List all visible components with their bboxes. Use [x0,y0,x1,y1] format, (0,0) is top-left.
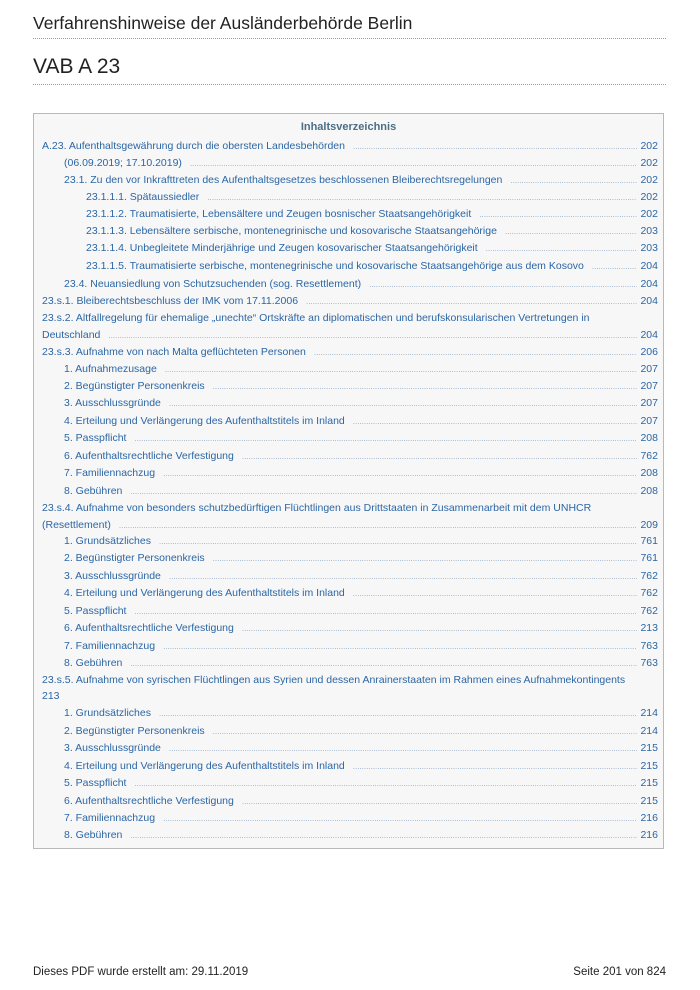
toc-entry-page: 202 [640,208,658,220]
toc-entry[interactable]: 213 [42,690,60,702]
toc-entry[interactable] [64,586,658,600]
toc-entry-text: 23.1.1.4. Unbegleitete Minderjährige und Zeugen kosovarischer Staatsangehörigkeit [86,242,478,254]
toc-entry-page: 215 [640,760,658,772]
toc-entry-page: 215 [640,777,658,789]
toc-entry-page: 208 [640,467,658,479]
toc-entry-text: 2. Begünstigter Personenkreis [64,552,205,564]
toc-entry-text: 4. Erteilung und Verlängerung des Aufenthaltstitels im Inland [64,415,345,427]
toc-entry-page: 214 [640,725,658,737]
toc-entry-page: 208 [640,432,658,444]
toc-entry-page: 204 [640,260,658,272]
toc-entry[interactable] [64,449,658,463]
toc-entry-page: 204 [640,295,658,307]
toc-entry-page: 202 [640,191,658,203]
toc-entry[interactable] [86,224,658,238]
dot-leader [130,828,637,843]
toc-entry-text: 6. Aufenthaltsrechtliche Verfestigung [64,622,234,634]
toc-entry-page: 761 [640,535,658,547]
toc-entry[interactable] [64,656,658,670]
toc-entry-text: Deutschland [42,329,101,341]
toc-entry-page: 207 [640,363,658,375]
toc-entry[interactable] [64,759,658,773]
toc-entry-page: 762 [640,605,658,617]
toc-entry-text: 5. Passpflicht [64,432,127,444]
toc-entry-page: 761 [640,552,658,564]
dot-leader [134,431,637,446]
page-header-title: Verfahrenshinweise der Ausländerbehörde Berlin [33,13,413,33]
toc-entry[interactable] [64,724,658,738]
dot-leader [353,759,638,774]
toc-entry-page: 204 [640,329,658,341]
dot-leader [242,621,638,636]
dot-leader [163,466,637,481]
dot-leader [592,259,638,274]
dot-leader [119,518,638,533]
toc-entry-page: 209 [640,519,658,531]
dot-leader [134,604,637,619]
toc-entry[interactable] [64,828,658,842]
toc-entry[interactable]: 23.s.5. Aufnahme von syrischen Flüchtlingen aus Syrien und dessen Anrainerstaaten im Rahmen eines Aufnahmekontingents [42,674,626,686]
toc-entry-text: (Resettlement) [42,519,111,531]
dot-leader [130,484,637,499]
toc-entry[interactable] [64,604,658,618]
toc-entry[interactable] [42,518,658,532]
toc-entry[interactable]: 23.s.4. Aufnahme von besonders schutzbedürftigen Flüchtlingen aus Drittstaaten in Zusammenarbeit mit dem UNHCR [42,502,592,514]
toc-entry[interactable] [64,414,658,428]
toc-entry-page: 215 [640,742,658,754]
toc-entry-page: 762 [640,587,658,599]
header-divider [33,38,666,39]
toc-entry-page: 214 [640,707,658,719]
toc-entry-page: 215 [640,795,658,807]
toc-entry[interactable] [64,741,658,755]
toc-entry-text: 23.1.1.2. Traumatisierte, Lebensältere und Zeugen bosnischer Staatsangehörigkeit [86,208,472,220]
toc-entry-page: 762 [640,570,658,582]
toc-entry-page: 207 [640,415,658,427]
toc-entry-text: 6. Aufenthaltsrechtliche Verfestigung [64,795,234,807]
toc-entry-text: 23.1. Zu den vor Inkrafttreten des Aufenthaltsgesetzes beschlossenen Bleiberechtsregelungen [64,174,503,186]
toc-entry[interactable] [64,551,658,565]
toc-entry[interactable] [64,379,658,393]
toc-entry-text: 3. Ausschlussgründe [64,397,161,409]
toc-entry-text: (06.09.2019; 17.10.2019) [64,157,182,169]
toc-entry-text: 1. Grundsätzliches [64,535,151,547]
toc-entry-text: 6. Aufenthaltsrechtliche Verfestigung [64,450,234,462]
toc-entry[interactable] [64,173,658,187]
toc-entry[interactable] [64,776,658,790]
dot-leader [369,277,637,292]
dot-leader [510,173,637,188]
dot-leader [479,207,637,222]
dot-leader [505,224,638,239]
document-title: VAB A 23 [33,55,121,78]
toc-entry[interactable] [42,139,658,153]
dot-leader [108,328,637,343]
toc-entry-page: 216 [640,812,658,824]
toc-entry-text: 23.4. Neuansiedlung von Schutzsuchenden (sog. Resettlement) [64,278,362,290]
dot-leader [159,534,638,549]
toc-entry-text: 8. Gebühren [64,657,123,669]
dot-leader [353,586,638,601]
toc-entry-text: 1. Grundsätzliches [64,707,151,719]
toc-entry[interactable] [64,156,658,170]
toc-entry[interactable] [64,569,658,583]
dot-leader [353,139,637,154]
toc-entry[interactable] [86,190,658,204]
dot-leader [213,724,638,739]
toc-entry[interactable] [64,706,658,720]
dot-leader [306,294,637,309]
toc-entry-text: 23.s.1. Bleiberechtsbeschluss der IMK vom 17.11.2006 [42,295,299,307]
toc-entry-text: 23.s.3. Aufnahme von nach Malta geflüchteten Personen [42,346,306,358]
dot-leader [169,569,638,584]
dot-leader [207,190,637,205]
toc-heading: Inhaltsverzeichnis [300,121,397,133]
toc-entry[interactable] [64,466,658,480]
dot-leader [169,396,638,411]
toc-entry-text: 4. Erteilung und Verlängerung des Aufenthaltstitels im Inland [64,760,345,772]
toc-entry[interactable] [64,396,658,410]
toc-entry-text: 3. Ausschlussgründe [64,742,161,754]
toc-entry-page: 203 [640,242,658,254]
toc-entry-text: 8. Gebühren [64,485,123,497]
toc-entry-page: 204 [640,278,658,290]
toc-entry-page: 208 [640,485,658,497]
toc-list [34,114,663,848]
toc-entry-text: 4. Erteilung und Verlängerung des Aufenthaltstitels im Inland [64,587,345,599]
toc-entry-text: 23.1.1.1. Spätaussiedler [86,191,200,203]
toc-entry[interactable] [42,328,658,342]
dot-leader [486,241,638,256]
dot-leader [130,656,637,671]
toc-entry-text: 23.1.1.5. Traumatisierte serbische, montenegrinische und kosovarische Staatsangehörige aus dem Kosovo [86,260,584,272]
toc-entry-page: 203 [640,225,658,237]
toc-entry-text: 23.1.1.3. Lebensältere serbische, montenegrinische und kosovarische Staatsangehörige [86,225,497,237]
toc-entry-text: 7. Familiennachzug [64,467,156,479]
toc-entry[interactable] [86,207,658,221]
toc-entry-text: 7. Familiennachzug [64,812,156,824]
footer-created-date: Dieses PDF wurde erstellt am: 29.11.2019 [33,966,249,978]
toc-entry-page: 202 [640,140,658,152]
table-of-contents [33,113,664,849]
toc-entry-text: 1. Aufnahmezusage [64,363,157,375]
footer-page-number: Seite 201 von 824 [573,966,666,978]
toc-entry-text: 5. Passpflicht [64,777,127,789]
toc-entry-text: 8. Gebühren [64,829,123,841]
dot-leader [190,156,638,171]
toc-entry[interactable] [42,345,658,359]
toc-entry[interactable] [86,241,658,255]
toc-entry-page: 762 [640,450,658,462]
toc-entry[interactable] [64,362,658,376]
toc-entry-page: 207 [640,397,658,409]
dot-leader [134,776,637,791]
toc-entry-page: 206 [640,346,658,358]
dot-leader [213,379,638,394]
dot-leader [163,811,637,826]
toc-entry-page: 763 [640,657,658,669]
toc-entry[interactable] [64,811,658,825]
toc-entry-page: 202 [640,174,658,186]
toc-entry-text: 7. Familiennachzug [64,640,156,652]
toc-entry[interactable] [64,534,658,548]
toc-entry-page: 216 [640,829,658,841]
dot-leader [314,345,638,360]
toc-entry-text: 3. Ausschlussgründe [64,570,161,582]
title-divider [33,84,666,85]
dot-leader [353,414,638,429]
toc-entry-text: 2. Begünstigter Personenkreis [64,380,205,392]
toc-entry[interactable] [42,294,658,308]
toc-entry-page: 202 [640,157,658,169]
toc-entry-page: 763 [640,640,658,652]
dot-leader [169,741,638,756]
toc-entry[interactable] [64,639,658,653]
toc-entry-page: 213 [640,622,658,634]
toc-entry-page: 207 [640,380,658,392]
toc-entry-text: A.23. Aufenthaltsgewährung durch die obersten Landesbehörden [42,140,345,152]
dot-leader [165,362,638,377]
dot-leader [159,706,638,721]
dot-leader [163,639,637,654]
toc-entry[interactable]: 23.s.2. Altfallregelung für ehemalige „unechte“ Ortskräfte an diplomatischen und berufskonsularischen Vertretungen in [42,312,590,324]
toc-entry[interactable] [64,794,658,808]
toc-entry-text: 2. Begünstigter Personenkreis [64,725,205,737]
toc-entry[interactable] [64,484,658,498]
toc-entry[interactable] [64,621,658,635]
toc-entry[interactable] [64,431,658,445]
dot-leader [242,449,638,464]
dot-leader [242,794,638,809]
toc-entry-text: 5. Passpflicht [64,605,127,617]
toc-entry[interactable] [64,277,658,291]
toc-entry[interactable] [86,259,658,273]
dot-leader [213,551,638,566]
